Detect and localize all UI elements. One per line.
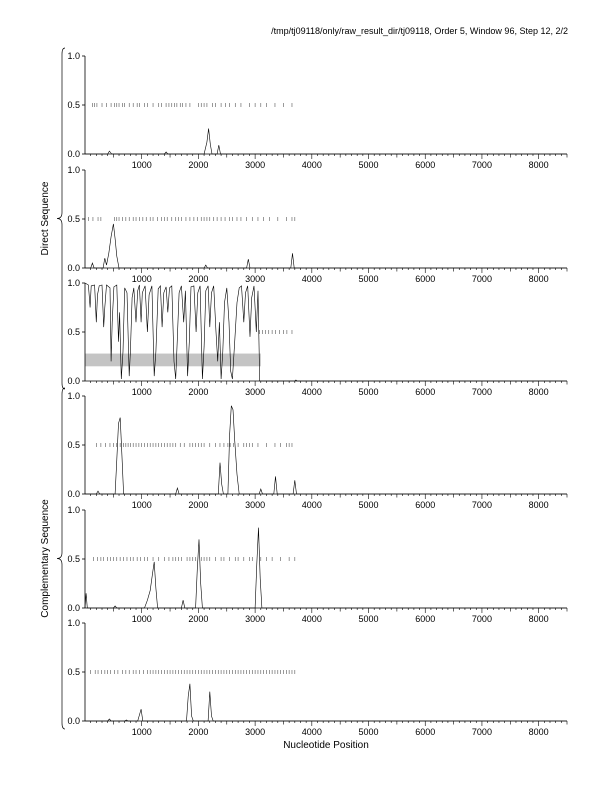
x-tick-label: 7000 [471,160,492,170]
y-tick-label: 0.5 [67,554,80,564]
x-tick-label: 2000 [188,387,209,397]
panel-frame-4 [67,391,567,510]
x-tick-label: 5000 [358,274,379,284]
y-tick-label: 1.0 [67,505,80,515]
coding-curve [85,129,567,155]
panel-frame-3 [67,278,567,397]
y-tick-label: 0.0 [67,263,80,273]
x-tick-label: 5000 [358,160,379,170]
x-tick-label: 6000 [415,500,436,510]
y-tick-label: 0.5 [67,214,80,224]
x-tick-label: 1000 [131,500,152,510]
x-tick-label: 2000 [188,614,209,624]
x-tick-label: 5000 [358,387,379,397]
group-label: Complementary Sequence [40,499,51,618]
y-tick-label: 1.0 [67,618,80,628]
group-brace [40,388,65,729]
x-tick-label: 8000 [528,614,549,624]
group-label: Direct Sequence [40,181,51,256]
x-tick-label: 6000 [415,160,436,170]
x-tick-label: 5000 [358,727,379,737]
x-tick-label: 3000 [245,727,266,737]
x-tick-label: 7000 [471,274,492,284]
x-tick-label: 2000 [188,727,209,737]
x-tick-label: 4000 [301,500,322,510]
y-tick-label: 0.5 [67,440,80,450]
x-tick-label: 8000 [528,160,549,170]
x-tick-label: 7000 [471,387,492,397]
x-tick-label: 5000 [358,500,379,510]
x-tick-label: 1000 [131,274,152,284]
x-tick-label: 2000 [188,274,209,284]
coding-curve [85,224,567,268]
y-tick-label: 0.0 [67,149,80,159]
y-tick-label: 0.5 [67,667,80,677]
panel-frame-2 [67,165,567,284]
x-tick-label: 8000 [528,727,549,737]
y-tick-label: 0.5 [67,100,80,110]
x-tick-label: 4000 [301,727,322,737]
x-tick-label: 3000 [245,614,266,624]
x-tick-label: 3000 [245,274,266,284]
y-tick-label: 0.5 [67,327,80,337]
group-brace [40,48,65,389]
panel-frame-1 [67,51,567,170]
x-tick-label: 4000 [301,160,322,170]
coding-curve [85,528,567,608]
x-tick-label: 6000 [415,727,436,737]
brace-path [57,48,65,389]
x-tick-label: 5000 [358,614,379,624]
x-tick-label: 8000 [528,387,549,397]
x-tick-label: 8000 [528,500,549,510]
x-tick-label: 7000 [471,614,492,624]
x-tick-label: 6000 [415,387,436,397]
x-tick-label: 1000 [131,727,152,737]
x-tick-label: 4000 [301,387,322,397]
figure-header: /tmp/tj09118/only/raw_result_dir/tj09118, Order 5, Window 96, Step 12, 2/2 [271,26,568,36]
x-tick-label: 1000 [131,387,152,397]
x-tick-label: 6000 [415,274,436,284]
x-tick-label: 8000 [528,274,549,284]
y-tick-label: 1.0 [67,278,80,288]
y-tick-label: 1.0 [67,165,80,175]
y-tick-label: 1.0 [67,51,80,61]
x-tick-label: 3000 [245,387,266,397]
x-tick-label: 7000 [471,500,492,510]
x-tick-label: 2000 [188,160,209,170]
y-tick-label: 0.0 [67,603,80,613]
brace-path [57,388,65,729]
x-tick-label: 4000 [301,614,322,624]
x-axis-label: Nucleotide Position [283,740,369,751]
x-tick-label: 7000 [471,727,492,737]
x-tick-label: 3000 [245,160,266,170]
x-tick-label: 1000 [131,614,152,624]
y-tick-label: 0.0 [67,489,80,499]
x-tick-label: 6000 [415,614,436,624]
y-tick-label: 0.0 [67,716,80,726]
x-tick-label: 4000 [301,274,322,284]
x-tick-label: 2000 [188,500,209,510]
y-tick-label: 1.0 [67,391,80,401]
y-tick-label: 0.0 [67,376,80,386]
coding-curve [85,684,567,721]
coding-curve [85,406,567,494]
panel-frame-5 [67,505,567,624]
x-tick-label: 1000 [131,160,152,170]
x-tick-label: 3000 [245,500,266,510]
panel-frame-6 [67,618,567,737]
